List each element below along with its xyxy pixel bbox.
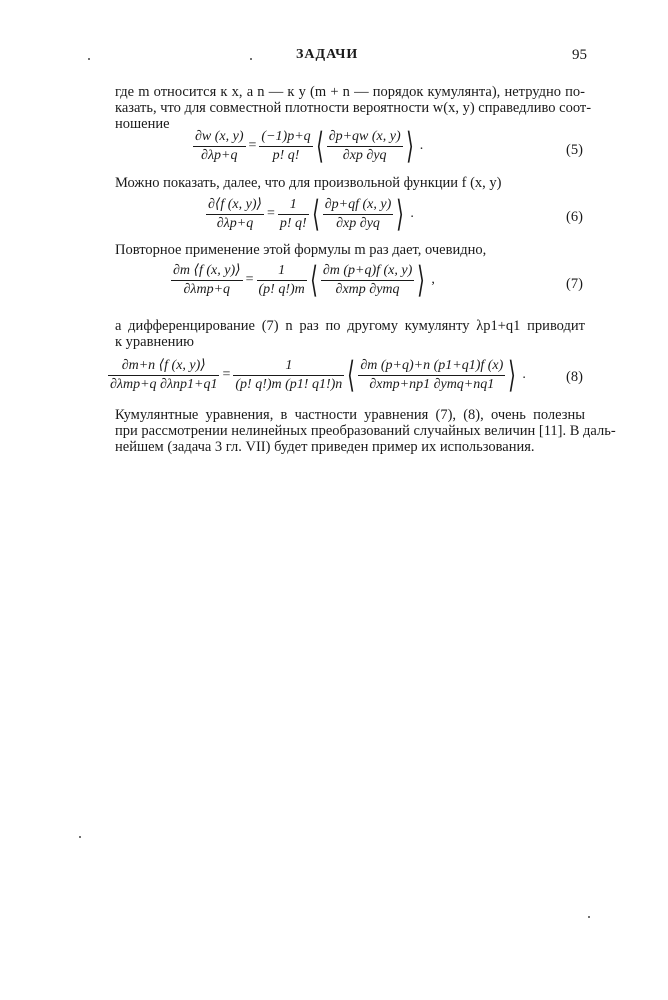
text-line: ношение bbox=[115, 116, 170, 132]
equals-sign: = bbox=[222, 367, 231, 382]
eq8-rhs-fraction: $\frac{\partial m (p+q)+n (p1+q1)f (x)}{\text{∂xmp+np1 ∂ymq+nq1}}$ bbox=[360, 357, 504, 392]
eq7-mid-fraction: $\frac{1}{(p! q!)m}$ bbox=[258, 262, 305, 297]
left-angle-bracket: ⟨ bbox=[315, 126, 324, 166]
equation-5: $\frac{\partial w (x, y)}{\partial\lambda p+q}$ = $\frac{(-1)p+q}{p! q!}$ ⟨ $\frac{\partial p+qw (x, y)}{\partial xp \partial yq}$ ⟩ . bbox=[195, 126, 424, 166]
scan-speck bbox=[79, 836, 81, 838]
text-line: а дифференцирование (7) n раз по другому кумулянту λp1+q1 приводит bbox=[115, 318, 585, 334]
closing-paragraph bbox=[115, 407, 616, 455]
text-line: казать, что для совместной плотности вероятности w(x, y) справедливо соот- bbox=[115, 100, 592, 116]
eq6-lhs-fraction: $\frac{\partial⟨f (x, y)⟩}{\partial\lambda p+q}$ bbox=[208, 197, 262, 231]
equation-number-8: (8) bbox=[566, 369, 583, 385]
running-title: ЗАДАЧИ bbox=[296, 47, 359, 62]
equation-number-6: (6) bbox=[566, 209, 583, 225]
scan-speck bbox=[250, 58, 252, 60]
eq5-mid-fraction: $\frac{(-1)p+q}{p! q!}$ bbox=[261, 128, 311, 163]
equation-6: $\frac{\partial⟨f (x, y)⟩}{\partial\lambda p+q}$ = $\frac{1}{p! q!}$ ⟨ $\frac{\partial p+qf (x, y)}{\partial xp \partial yq}$ ⟩ . bbox=[208, 194, 414, 234]
eq7-rhs-fraction: $\frac{\partial m (p+q)f (x, y)}{\text{∂xmp ∂ymq}}$ bbox=[322, 262, 413, 297]
right-angle-bracket: ⟩ bbox=[417, 260, 426, 300]
equation-number-5: (5) bbox=[566, 142, 583, 158]
right-angle-bracket: ⟩ bbox=[508, 355, 517, 395]
eq5-lhs-fraction: $\frac{\partial w (x, y)}{\partial\lambda p+q}$ bbox=[195, 128, 244, 163]
right-angle-bracket: ⟩ bbox=[396, 194, 405, 234]
left-angle-bracket: ⟨ bbox=[347, 355, 356, 395]
right-angle-bracket: ⟩ bbox=[405, 126, 414, 166]
equals-sign: = bbox=[245, 272, 254, 287]
equals-sign: = bbox=[266, 206, 275, 221]
text-line: где m относится к x, а n — к y (m + n — порядок кумулянта), нетрудно по- bbox=[115, 84, 585, 100]
equation-8: $\frac{\partial m+n ⟨f (x, y)⟩}{\text{∂λmp+q ∂λnp1+q1}}$ = $\frac{1}{(p! q!)m (p1! q1!)n}$ ⟨ $\frac{\partial m (p+q)+n (p1+q1)f (x)}{\text{∂xmp+np1 ∂ymq+nq1}}$ ⟩ . bbox=[110, 355, 526, 395]
eq8-lhs-fraction: $\frac{\partial m+n ⟨f (x, y)⟩}{\text{∂λmp+q ∂λnp1+q1}}$ bbox=[110, 358, 218, 392]
intro-paragraph bbox=[115, 84, 592, 132]
equation-7: $\frac{\partial m ⟨f (x, y)⟩}{\text{∂λmp+q}}$ = $\frac{1}{(p! q!)m}$ ⟨ $\frac{\partial m (p+q)f (x, y)}{\text{∂xmp ∂ymq}}$ ⟩ , bbox=[173, 260, 435, 300]
scan-speck bbox=[588, 916, 590, 918]
text-line: при рассмотрении нелинейных преобразований случайных величин [11]. В даль- bbox=[115, 423, 616, 439]
text-line: к уравнению bbox=[115, 334, 194, 350]
scan-speck bbox=[88, 58, 90, 60]
equals-sign: = bbox=[248, 138, 257, 153]
eq6-rhs-fraction: $\frac{\partial p+qf (x, y)}{\partial xp \partial yq}$ bbox=[324, 196, 392, 231]
text-line-after-eq6: Повторное применение этой формулы m раз дает, очевидно, bbox=[115, 242, 487, 258]
text-line: нейшем (задача 3 гл. VII) будет приведен пример их использования. bbox=[115, 439, 535, 455]
page-number: 95 bbox=[572, 47, 587, 63]
eq6-mid-fraction: $\frac{1}{p! q!}$ bbox=[279, 196, 307, 231]
text-line-after-eq5: Можно показать, далее, что для произвольной функции f (x, y) bbox=[115, 175, 502, 191]
text-after-eq7 bbox=[115, 318, 585, 350]
text-line: Кумулянтные уравнения, в частности уравнения (7), (8), очень полезны bbox=[115, 407, 585, 423]
equation-number-7: (7) bbox=[566, 276, 583, 292]
eq7-lhs-fraction: $\frac{\partial m ⟨f (x, y)⟩}{\text{∂λmp+q}}$ bbox=[173, 263, 241, 297]
left-angle-bracket: ⟨ bbox=[311, 194, 320, 234]
eq8-mid-fraction: $\frac{1}{(p! q!)m (p1! q1!)n}$ bbox=[235, 357, 343, 392]
left-angle-bracket: ⟨ bbox=[309, 260, 318, 300]
eq5-rhs-fraction: $\frac{\partial p+qw (x, y)}{\partial xp \partial yq}$ bbox=[328, 128, 401, 163]
